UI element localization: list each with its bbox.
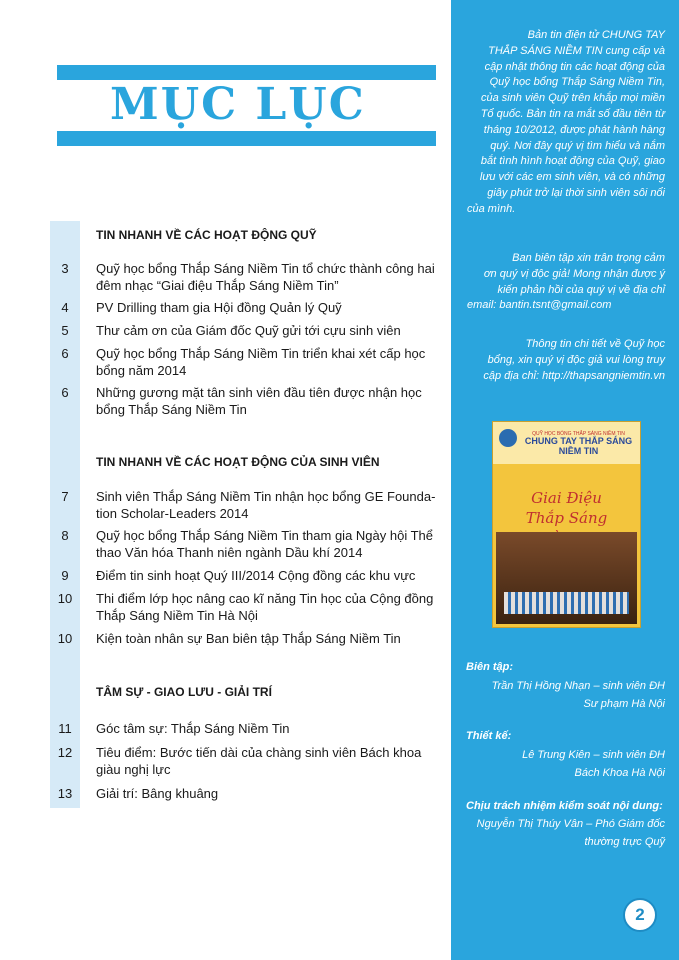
toc-entry-title: Sinh viên Thắp Sáng Niềm Tin nhận học bổng GE Founda- tion Scholar-Leaders 2014 <box>96 489 436 521</box>
content-supervisor-name: Nguyễn Thị Thúy Vân – Phó Giám đốc thường trực Quỹ <box>476 818 665 848</box>
cover-stage-photo <box>496 532 637 624</box>
contact-email: email: bantin.tsnt@gmail.com <box>467 299 612 312</box>
website-link: cập địa chỉ: http://thapsangniemtin.vn <box>483 369 665 382</box>
editor-label: Biên tập: <box>466 661 514 673</box>
designer-name: Lê Trung Kiên – sinh viên ĐH Bách Khoa Hà Nội <box>522 749 665 779</box>
cover-script-title: Giai Điệu Thắp Sáng <box>525 489 608 527</box>
toc-entry-title: Quỹ học bổng Thắp Sáng Niềm Tin tham gia Ngày hội Thể thao Văn hóa Thanh niên ngành Dầu khí 2014 <box>96 528 433 560</box>
toc-page-number: 4 <box>61 300 69 315</box>
toc-page-number: 9 <box>61 568 69 583</box>
toc-page-number: 10 <box>57 591 73 606</box>
fund-logo-icon <box>499 429 517 447</box>
toc-entry-title: Góc tâm sự: Thắp Sáng Niềm Tin <box>96 721 290 736</box>
content-supervisor-label: Chịu trách nhiệm kiểm soát nội dung: <box>466 800 663 812</box>
toc-entry-title: Thư cảm ơn của Giám đốc Quỹ gửi tới cựu sinh viên <box>96 323 401 338</box>
page-title: MỤC LỤC <box>110 79 366 130</box>
newsletter-cover-image <box>492 421 641 628</box>
toc-page-number: 12 <box>57 745 73 760</box>
page-number-badge: 2 <box>623 898 657 932</box>
toc-page-number: 7 <box>61 489 69 504</box>
students-on-stage <box>504 592 629 614</box>
cover-header: QUỸ HỌC BỔNG THẮP SÁNG NIỀM TIN CHUNG TAY THẮP SÁNG NIỀM TIN <box>493 422 640 464</box>
toc-page-number: 13 <box>57 786 73 801</box>
toc-page-number: 6 <box>61 385 69 400</box>
toc-page-number: 6 <box>61 346 69 361</box>
info-sidebar <box>451 0 679 960</box>
designer-label: Thiết kế: <box>466 730 512 742</box>
toc-entry-title: PV Drilling tham gia Hội đồng Quản lý Quỹ <box>96 300 342 315</box>
toc-page-number: 5 <box>61 323 69 338</box>
toc-entry-title: Tiêu điểm: Bước tiến dài của chàng sinh viên Bách khoa giàu nghị lực <box>96 745 422 777</box>
title-banner <box>57 65 436 146</box>
toc-page-number: 8 <box>61 528 69 543</box>
section-heading: TIN NHANH VỀ CÁC HOẠT ĐỘNG QUỸ <box>96 228 317 242</box>
toc-page-number: 11 <box>58 721 72 736</box>
toc-entry-title: Điểm tin sinh hoạt Quý III/2014 Cộng đồng các khu vực <box>96 568 416 583</box>
cover-title: CHUNG TAY THẮP SÁNG NIỀM TIN <box>524 436 633 456</box>
toc-entry-title: Thi điểm lớp học nâng cao kĩ năng Tin học của Cộng đồng Thắp Sáng Niềm Tin Hà Nội <box>96 591 434 623</box>
thanks-paragraph: Ban biên tập xin trân trọng cảm ơn quý vị độc giả! Mong nhận được ý kiến phản hồi của quý vị về địa chỉ email: bantin.tsnt@gmail.com <box>467 251 665 314</box>
editor-name: Trần Thị Hồng Nhạn – sinh viên ĐH Sư phạm Hà Nội <box>491 680 665 710</box>
toc-page-number: 3 <box>61 261 69 276</box>
title-stripe-bottom <box>57 131 436 146</box>
toc-entry-title: Kiện toàn nhân sự Ban biên tập Thắp Sáng Niềm Tin <box>96 631 401 646</box>
section-heading: TÂM SỰ - GIAO LƯU - GIẢI TRÍ <box>96 685 272 699</box>
toc-entry-title: Quỹ học bổng Thắp Sáng Niềm Tin triển khai xét cấp học bổng năm 2014 <box>96 346 426 378</box>
intro-paragraph: Bản tin điện tử CHUNG TAY THẮP SÁNG NIỀM TIN cung cấp và cập nhật thông tin các hoạt động của Quỹ học bổng Thắp Sáng Niềm Tin, của sinh viên Quỹ trên khắp mọi miền Tổ quốc. Bản tin ra mắt số đầu tiên từ tháng 10/2012, được phát hành hàng quý. Nơi đây quý vị tìm hiểu và nắm bắt tình hình hoạt động của Quỹ, giao lưu với các em sinh viên, và có những giây phút trở lại thời sinh viên sôi nổi của mình. <box>467 29 665 215</box>
section-heading: TIN NHANH VỀ CÁC HOẠT ĐỘNG CỦA SINH VIÊN <box>96 455 380 469</box>
toc-entry-title: Giải trí: Bâng khuâng <box>96 786 219 801</box>
toc-entry-title: Những gương mặt tân sinh viên đầu tiên được nhận học bổng Thắp Sáng Niềm Tin <box>96 385 422 417</box>
title-stripe-top <box>57 65 436 80</box>
toc-entry-title: Quỹ học bổng Thắp Sáng Niềm Tin tổ chức thành công hai đêm nhạc “Giai điệu Thắp Sáng Niềm Tin” <box>96 261 435 293</box>
toc-page-number: 10 <box>57 631 73 646</box>
website-paragraph: Thông tin chi tiết về Quỹ học bổng, xin quý vị độc giả vui lòng truy cập địa chỉ: http://thapsangniemtin.vn <box>467 337 665 384</box>
